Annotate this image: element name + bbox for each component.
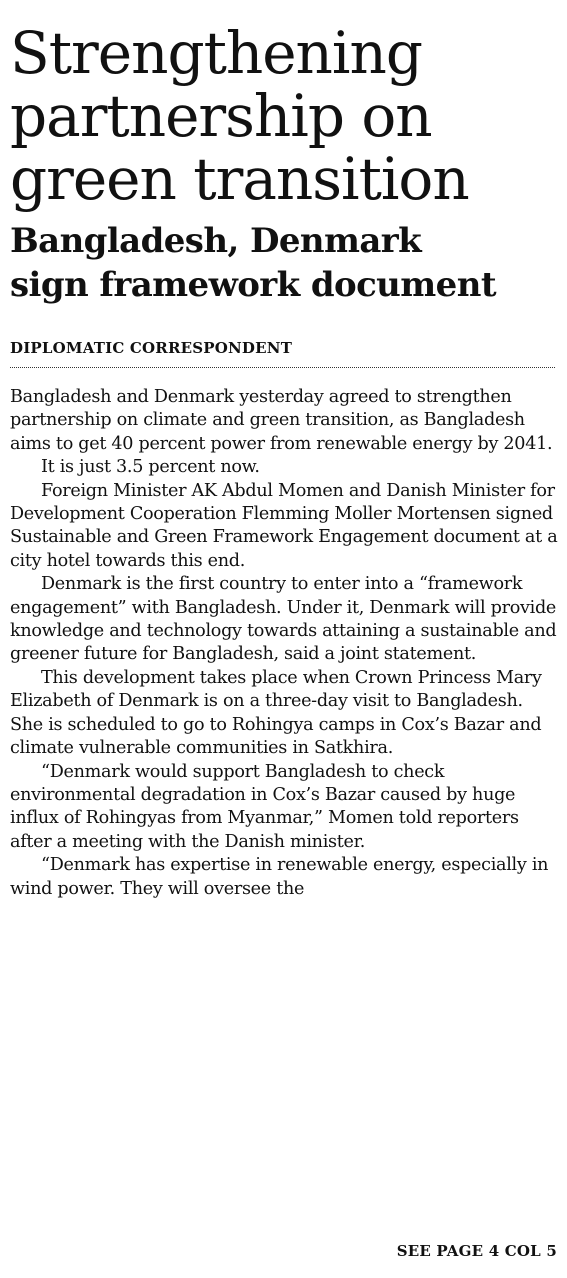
headline-line: partnership on [10,82,432,150]
body-paragraph: Denmark is the first country to enter into a “framework engagement” with Bangladesh. Under it, Denmark will provide knowledge and technology towards attaining a sustainable and greener future for Bangladesh, said a joint statement. [10,574,557,665]
headline [10,0,560,211]
news-article [10,0,560,901]
continuation-jump-line: SEE PAGE 4 COL 5 [396,1242,557,1260]
body-paragraph: This development takes place when Crown Princess Mary Elizabeth of Denmark is on a three-day visit to Bangladesh. She is scheduled to go to Rohingya camps in Cox’s Bazar and climate vulnerable communities in Satkhira. [10,667,542,759]
subheadline-line: Bangladesh, Denmark [10,221,422,261]
headline-line: Strengthening [10,19,422,87]
subheadline [10,219,560,307]
body-paragraph: “Denmark has expertise in renewable energy, especially in wind power. They will oversee the [10,855,549,899]
body-paragraph: It is just 3.5 percent now. [41,457,260,478]
byline: DIPLOMATIC CORRESPONDENT [10,339,293,357]
body-paragraph: Foreign Minister AK Abdul Momen and Danish Minister for Development Cooperation Flemming Moller Mortensen signed Sustainable and Green Framework Engagement document at a city hotel towards this end. [10,480,558,571]
body-paragraph: “Denmark would support Bangladesh to check environmental degradation in Cox’s Bazar caused by huge influx of Rohingyas from Myanmar,” Momen told reporters after a meeting with the Danish minister. [10,761,519,852]
headline-line: green transition [10,145,469,213]
article-body [10,386,560,901]
dotted-divider [10,367,555,368]
subheadline-line: sign framework document [10,265,496,305]
body-paragraph: Bangladesh and Denmark yesterday agreed to strengthen partnership on climate and green transition, as Bangladesh aims to get 40 percent power from renewable energy by 2041. [10,387,553,454]
